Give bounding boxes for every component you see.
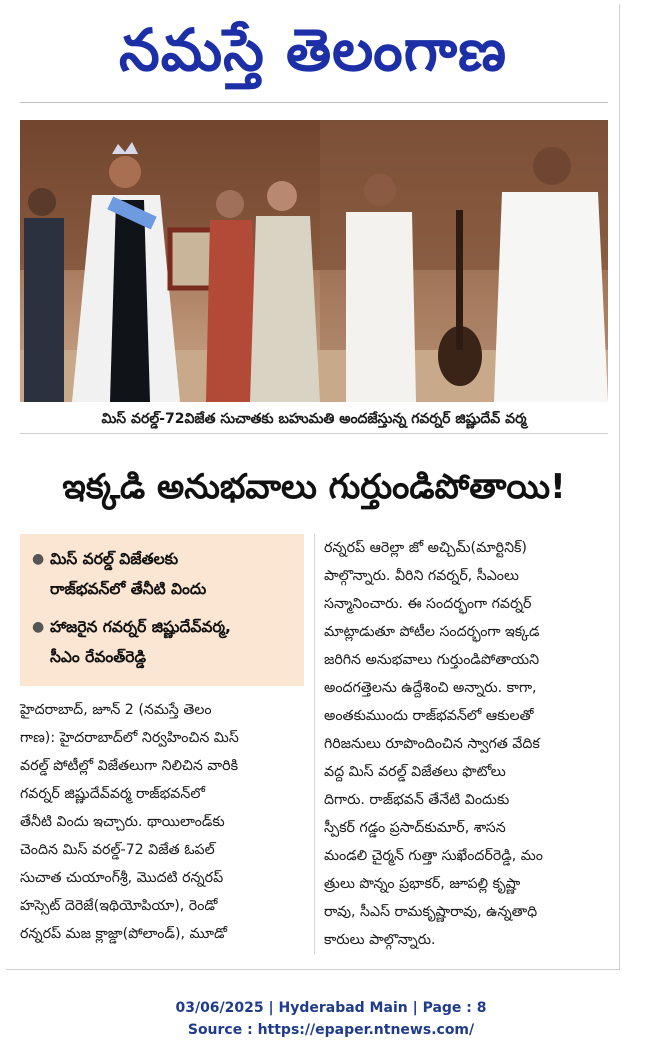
article-line: జరిగిన అనుభవాలు గుర్తుండిపోతాయని — [324, 652, 540, 668]
highlight-line: హాజరైన గవర్నర్ జిష్ణుదేవ్‌వర్మ, — [50, 618, 231, 636]
highlight-item — [32, 544, 294, 604]
highlight-item — [32, 612, 294, 672]
bullet-icon: ● — [32, 551, 45, 567]
article-line: గవర్నర్ జిష్ణుదేవ్‌వర్మ రాజ్‌భవన్‌లో — [20, 786, 205, 802]
article-line: వద్ద మిస్ వరల్డ్ విజేతలు ఫొటోలు — [324, 764, 506, 780]
article-line: రన్నరప్ ఆరెల్లా జో అచ్చిమ్(మార్టినిక్) — [324, 540, 527, 556]
footer-source[interactable]: Source : https://epaper.ntnews.com/ — [187, 1022, 475, 1038]
article-line: గాణ): హైదరాబాద్‌లో నిర్వహించిన మిస్ — [20, 730, 239, 746]
article-line: చెందిన మిస్ వరల్డ్-72 విజేత ఓపల్ — [20, 842, 215, 858]
article-line: కారులు పాల్గొన్నారు. — [324, 932, 436, 948]
article-line: అందగత్తెలను ఉద్దేశించి అన్నారు. కాగా, — [324, 680, 537, 696]
article-line: పాల్గొన్నారు. వీరిని గవర్నర్, సీఎంలు — [324, 568, 519, 584]
bullet-icon: ● — [32, 619, 45, 635]
article-line: తేనీటి విందు ఇచ్చారు. థాయిలాండ్‌కు — [20, 814, 225, 830]
article-line: హస్సెట్ దెరెజే(ఇథియోపియా), రెండో — [20, 898, 218, 914]
article-line: మాట్లాడుతూ పోటీల సందర్భంగా ఇక్కడ — [324, 624, 540, 640]
photo-scene-icon — [20, 120, 608, 402]
highlight-line: సీఎం రేవంత్‌రెడ్డి — [50, 648, 146, 666]
highlight-line: మిస్ వరల్డ్ విజేతలకు — [50, 550, 179, 568]
article-line: రావు, సీఎస్ రామకృష్ణారావు, ఉన్నతాధి — [324, 904, 538, 920]
article-line: అంతకుముందు రాజ్‌భవన్‌లో ఆకులతో — [324, 708, 534, 724]
highlights-box — [20, 534, 304, 686]
article-line: త్రులు పొన్నం ప్రభాకర్, జూపల్లి కృష్ణా — [324, 876, 521, 892]
headline: ఇక్కడి అనుభవాలు గుర్తుండిపోతాయి! — [62, 467, 566, 507]
article-line: దిగారు. రాజ్‌భవన్ తేనేటి విందుకు — [324, 792, 510, 808]
article-line: రన్నరప్ మజ క్లాజ్డా(పోలాండ్), మూడో — [20, 926, 228, 942]
divider — [20, 102, 608, 103]
article-line: వరల్డ్ పోటీల్లో విజేతలుగా నిలిచిన వారికి — [20, 758, 238, 774]
column-divider — [314, 534, 315, 954]
highlight-line: రాజ్‌భవన్‌లో తేనీటి విందు — [50, 580, 207, 598]
footer-date-edition: 03/06/2025 | Hyderabad Main | Page : 8 — [175, 1000, 487, 1016]
article-column-left — [20, 696, 308, 948]
article-column-right — [324, 534, 610, 954]
article-line: సన్మానించారు. ఈ సందర్భంగా గవర్నర్ — [324, 596, 532, 612]
photo-caption: మిస్ వరల్డ్-72విజేత సుచాతకు బహుమతి అందజేస్తున్న గవర్నర్ జిష్ణుదేవ్ వర్మ — [20, 404, 608, 434]
article-line: హైదరాబాద్, జూన్ 2 (నమస్తే తెలం — [20, 702, 212, 718]
article-line: సుచాత చుయాంగ్‌శ్రీ, మొదటి రన్నరప్ — [20, 870, 224, 886]
article-line: మండలి చైర్మన్ గుత్తా సుఖేందర్‌రెడ్డి, మం — [324, 848, 543, 864]
masthead — [6, 10, 620, 90]
masthead-title: నమస్తే తెలంగాణ — [119, 16, 507, 84]
article-line: గిరిజనులు రూపొందించిన స్వాగత వేదిక — [324, 736, 540, 752]
newspaper-clipping — [6, 4, 620, 970]
article-line: స్పీకర్ గడ్డం ప్రసాద్‌కుమార్, శాసన — [324, 820, 506, 836]
news-photo — [20, 120, 608, 402]
